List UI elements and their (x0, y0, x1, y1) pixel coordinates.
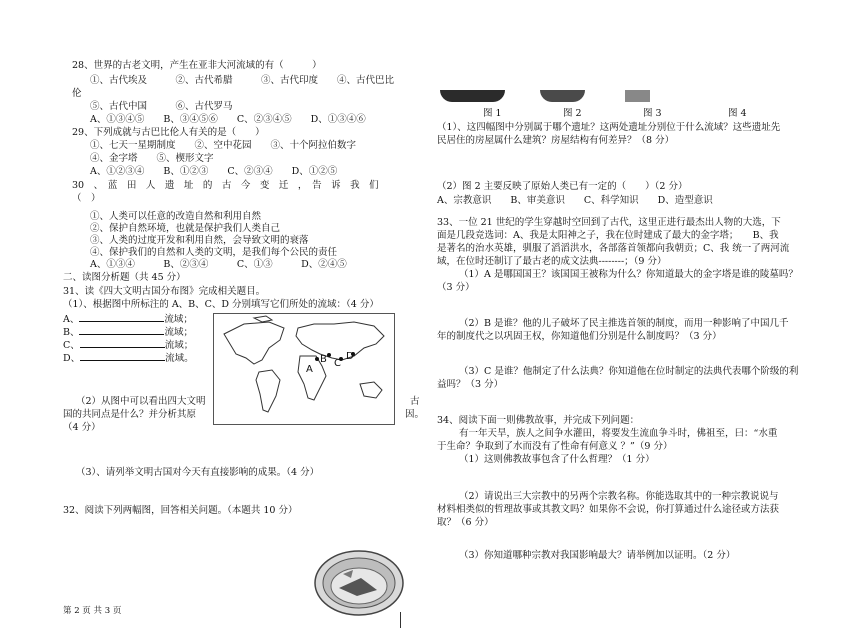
right-q1-line-2: 民居住的房屋属什么建筑？房屋结构有何差异？（8 分） (437, 135, 675, 146)
question-31: 31、读《四大文明古国分布图》完成相关题目。 (63, 286, 266, 297)
south-america-outline (256, 370, 280, 412)
figure-3-caption: 图 3 (643, 108, 662, 119)
figure-4-caption: 图 4 (728, 108, 747, 119)
pottery-basin-image (313, 548, 405, 618)
question-33-line-1: 33、一位 21 世纪的学生穿越时空回到了古代，这里正进行最杰出人物的大选，下 (437, 217, 781, 228)
right-q2: （2）图 2 主要反映了原始人类已有一定的（ ）（2 分） (437, 181, 688, 192)
question-28: 28、世界的古老文明，产生在亚非大河流域的有（ ） (72, 60, 322, 71)
blank-line[interactable] (79, 312, 164, 322)
q34-story-line-2: 于生命？争取到了水而没有了性命有何意义 ？”（9 分） (437, 441, 673, 452)
q31-part-2b-end: 因。 (405, 409, 425, 420)
q31-part-3: （3）、请列举文明古国对今天有直接影响的成果。（4 分） (76, 467, 320, 478)
question-33-line-4: 域，在位时还制订了最古老的成文法典--------；（9 分） (437, 256, 667, 267)
blank-line[interactable] (79, 325, 164, 335)
left-column (0, 0, 425, 628)
q34-part-1: （1）这则佛教故事包含了什么哲理？（1 分） (459, 454, 655, 465)
map-label-c: C (334, 358, 341, 369)
q31-blank-c: C、 流域； (63, 340, 194, 351)
q30-option-3: ③、人类的过度开发和利用自然，会导致文明的衰落 (90, 235, 309, 246)
question-34: 34、阅读下面一则佛教故事，并完成下列问题： (437, 415, 640, 426)
figure-1-caption: 图 1 (483, 108, 502, 119)
question-30: 30 、 蓝 田 人 遗 址 的 古 今 变 迁 ， 告 诉 我 们 (72, 180, 379, 191)
q29-answers: A、①②③④ B、①②③ C、②③④ D、①②⑤ (90, 166, 338, 177)
q30-option-2: ②、保护自然环境，也就是保护我们人类自己 (90, 223, 281, 234)
q34-part-2-line-2: 材料相类似的哲理故事或其教文吗？如果你不会说，你打算通过什么途径或方法获 (437, 504, 780, 515)
greenland-outline (254, 316, 272, 322)
q30-answers: A、①③④ B、②③④ C、①③ D、②④⑤ (90, 259, 347, 270)
q34-part-2-line-3: 取？（6 分） (437, 517, 494, 528)
q31-blank-b: B、 流域； (63, 327, 193, 338)
q28-options-2: ⑤、古代中国 ⑥、古代罗马 (90, 101, 233, 112)
figure-2-image-fragment (540, 90, 585, 102)
section-2-heading: 二、读图分析题（共 45 分） (63, 272, 186, 283)
eurasia-outline (296, 322, 384, 360)
q33-part-3-line-2: 益吗？（3 分） (437, 379, 504, 390)
q31-blank-a: A、 流域； (63, 314, 193, 325)
q30-option-1: ①、人类可以任意的改造自然和利用自然 (90, 211, 262, 222)
q33-part-3-line-1: （3）C 是谁？他制定了什么法典？你知道他在位时制定的法典代表哪个阶级的利 (459, 366, 799, 377)
question-33-line-2: 面是几段竞选词：A、我是太阳神之子，我在位时建成了最大的金字塔； B、我 (437, 230, 779, 241)
q31-part-2c: （4 分） (63, 422, 101, 433)
world-map (213, 313, 395, 425)
question-29: 29、下列成就与古巴比伦人有关的是（ ） (72, 127, 265, 138)
blank-line[interactable] (80, 338, 165, 348)
map-label-b: B (320, 354, 327, 365)
question-32: 32、阅读下列两幅图，回答相关问题。（本题共 10 分） (63, 505, 298, 516)
q30-option-4: ④、保护我们的自然和人类的文明，是我们每个公民的责任 (90, 247, 338, 258)
right-column (425, 0, 860, 628)
q34-story-line-1: 有一年天旱，族人之间争水灌田，将要发生流血争斗时，佛祖至，曰：“水重 (459, 428, 778, 439)
map-label-d: D (346, 351, 354, 362)
q33-part-1-score: （3 分） (437, 282, 475, 293)
q28-options-1: ①、古代埃及 ②、古代希腊 ③、古代印度 ④、古代巴比 (90, 75, 395, 86)
figure-2-caption: 图 2 (563, 108, 582, 119)
q33-part-2-line-1: （2）B 是谁？他的儿子破坏了民主推选首领的制度，而用一种影响了中国几千 (459, 318, 789, 329)
q33-part-2-line-2: 年的制度代之以巩固王权，你知道他们分别是什么制度吗？（3 分） (437, 331, 722, 342)
question-33-line-3: 是著名的治水英雄，驯服了滔滔洪水，各部落首领都向我朝贡；C、我 统一了两河流 (437, 243, 790, 254)
world-map-svg (214, 314, 394, 424)
right-q2-answers: A、宗教意识 B、审美意识 C、科学知识 D、造型意识 (437, 195, 713, 206)
q30-bracket: （ ） (72, 193, 101, 204)
q28-options-1b: 伦 (72, 88, 82, 99)
q34-part-3: （3）你知道哪种宗教对我国影响最大？请举例加以证明。（2 分） (459, 550, 736, 561)
column-divider (400, 612, 401, 628)
figure-1-image-fragment (440, 90, 505, 102)
q29-options-2: ④、金字塔 ⑤、楔形文字 (90, 153, 214, 164)
q34-part-2-line-1: （2）请说出三大宗教中的另两个宗教名称。你能选取其中的一种宗教说说与 (459, 491, 779, 502)
q31-part-2a-end: 古 (410, 396, 420, 407)
blank-line[interactable] (80, 351, 165, 361)
q31-part-2a: （2）从图中可以看出四大文明 (76, 396, 206, 407)
figure-3-image-fragment (625, 90, 650, 102)
page-footer: 第 2 页 共 3 页 (63, 606, 122, 616)
north-america-outline (224, 322, 284, 364)
map-label-a: A (306, 364, 313, 375)
australia-outline (360, 382, 382, 398)
right-q1-line-1: （1）、这四幅图中分别属于哪个遗址？这两处遗址分别位于什么流域？这些遗址先 (437, 122, 781, 133)
q31-part-2b: 国的共同点是什么？并分析其原 (63, 409, 197, 420)
q28-answers: A、①③④⑤ B、③④⑤⑥ C、②③④⑤ D、①③④⑥ (90, 114, 366, 125)
q29-options-1: ①、七天一星期制度 ②、空中花园 ③、十个阿拉伯数字 (90, 140, 357, 151)
q33-part-1: （1）A 是哪国国王？该国国王被称为什么？你知道最大的金字塔是谁的陵墓吗？ (459, 269, 798, 280)
q31-blank-d: D、 流域。 (63, 353, 194, 364)
q31-part-1: （1）、根据图中所标注的 A、B、C、D 分别填写它们所处的流域：（4 分） (63, 299, 379, 310)
